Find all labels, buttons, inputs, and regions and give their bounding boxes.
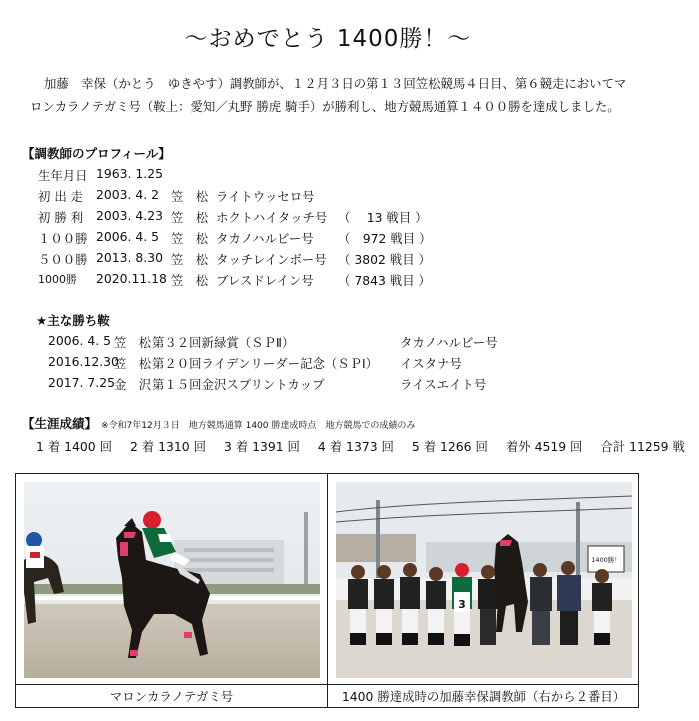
cell-divider xyxy=(327,474,328,707)
page-title: 〜おめでとう 1400勝！〜 xyxy=(184,26,472,52)
profile-date: 2006. 4. 5 xyxy=(96,229,160,244)
career-item: 合計 11259 戦 xyxy=(600,439,685,454)
profile-heading: 【調教師のプロフィール】 xyxy=(22,146,171,161)
profile-horse: ブレスドレイン号 xyxy=(216,273,314,288)
profile-date: 1963. 1.25 xyxy=(96,166,163,181)
win-race: 第１５回金沢スプリントカップ xyxy=(152,377,325,392)
racehorse-photo xyxy=(24,482,320,678)
profile-label: 生年月日 xyxy=(38,168,88,183)
profile-label: １００勝 xyxy=(38,231,88,246)
left-photo-caption: マロンカラノテガミ号 xyxy=(109,689,234,704)
win-race: 第３２回新緑賞（ＳＰⅡ） xyxy=(152,335,295,350)
profile-horse: タッチレインボー号 xyxy=(216,252,327,267)
win-venue: 金 沢 xyxy=(114,377,152,392)
celebration-illustration xyxy=(336,482,632,678)
profile-horse: タカノハルビー号 xyxy=(216,231,314,246)
photo-table xyxy=(15,473,639,708)
profile-venue: 笠 松 xyxy=(171,252,209,267)
intro-paragraph: 加藤 幸保（かとう ゆきやす）調教師が、１２月３日の第１３回笠松競馬４日目、第６競走においてマロンカラノテガミ号（鞍上：愛知／丸野 勝虎 騎手）が勝利し、地方競馬通算１４００勝を達成しました。 xyxy=(30,76,627,114)
win-race: 第２０回ライデンリーダー記念（ＳＰⅠ） xyxy=(152,356,379,371)
profile-note: （ 13 戦目 ） xyxy=(338,210,428,225)
win-horse: ライスエイト号 xyxy=(400,377,487,392)
profile-label: ５００勝 xyxy=(38,252,88,267)
career-heading xyxy=(22,414,415,432)
win-date: 2006. 4. 5 xyxy=(48,333,112,348)
profile-label: 初 出 走 xyxy=(38,189,84,204)
profile-horse: ライトウッセロ号 xyxy=(216,189,315,204)
profile-date: 2013. 8.30 xyxy=(96,250,163,265)
profile-note: （ 7843 戦目 ） xyxy=(338,273,431,288)
win-date: 2017. 7.25 xyxy=(48,375,115,390)
profile-venue: 笠 松 xyxy=(171,273,209,288)
profile-label: 1000勝 xyxy=(38,273,77,286)
profile-note: （ 972 戦目 ） xyxy=(338,231,432,246)
profile-venue: 笠 松 xyxy=(171,210,209,225)
saddle-cloth-number: 3 xyxy=(458,598,466,611)
profile-date: 2003. 4. 2 xyxy=(96,187,160,202)
profile-venue: 笠 松 xyxy=(171,189,209,204)
profile-horse: ホクトハイタッチ号 xyxy=(216,210,328,225)
win-venue: 笠 松 xyxy=(114,335,152,350)
win-venue: 笠 松 xyxy=(114,356,152,371)
career-item: 3 着 1391 回 xyxy=(223,439,300,454)
career-item: 1 着 1400 回 xyxy=(36,439,113,454)
profile-note: （ 3802 戦目 ） xyxy=(338,252,431,267)
career-heading-text: 【生涯成績】 xyxy=(22,416,98,431)
career-item: 2 着 1310 回 xyxy=(129,439,206,454)
profile-date: 2003. 4.23 xyxy=(96,208,163,223)
wins-heading: ★主な勝ち鞍 xyxy=(36,313,110,328)
career-note: ※令和7年12月３日 地方競馬通算 1400 勝達成時点 地方競馬での成績のみ xyxy=(101,421,416,431)
profile-label: 初 勝 利 xyxy=(38,210,84,225)
win-horse: タカノハルビー号 xyxy=(400,335,498,350)
profile-venue: 笠 松 xyxy=(171,231,209,246)
celebration-photo xyxy=(336,482,632,678)
career-totals xyxy=(36,437,699,455)
career-item: 5 着 1266 回 xyxy=(411,439,488,454)
career-item: 着外 4519 回 xyxy=(505,439,583,454)
profile-date: 2020.11.18 xyxy=(96,271,167,286)
racehorse-illustration xyxy=(24,482,320,678)
career-item: 4 着 1373 回 xyxy=(317,439,394,454)
celebration-sign-text: 1400勝！ xyxy=(591,556,621,564)
win-horse: イスタナ号 xyxy=(400,356,462,371)
win-date: 2016.12.30 xyxy=(48,354,119,369)
right-photo-caption: 1400 勝達成時の加藤幸保調教師（右から２番目） xyxy=(341,689,626,704)
